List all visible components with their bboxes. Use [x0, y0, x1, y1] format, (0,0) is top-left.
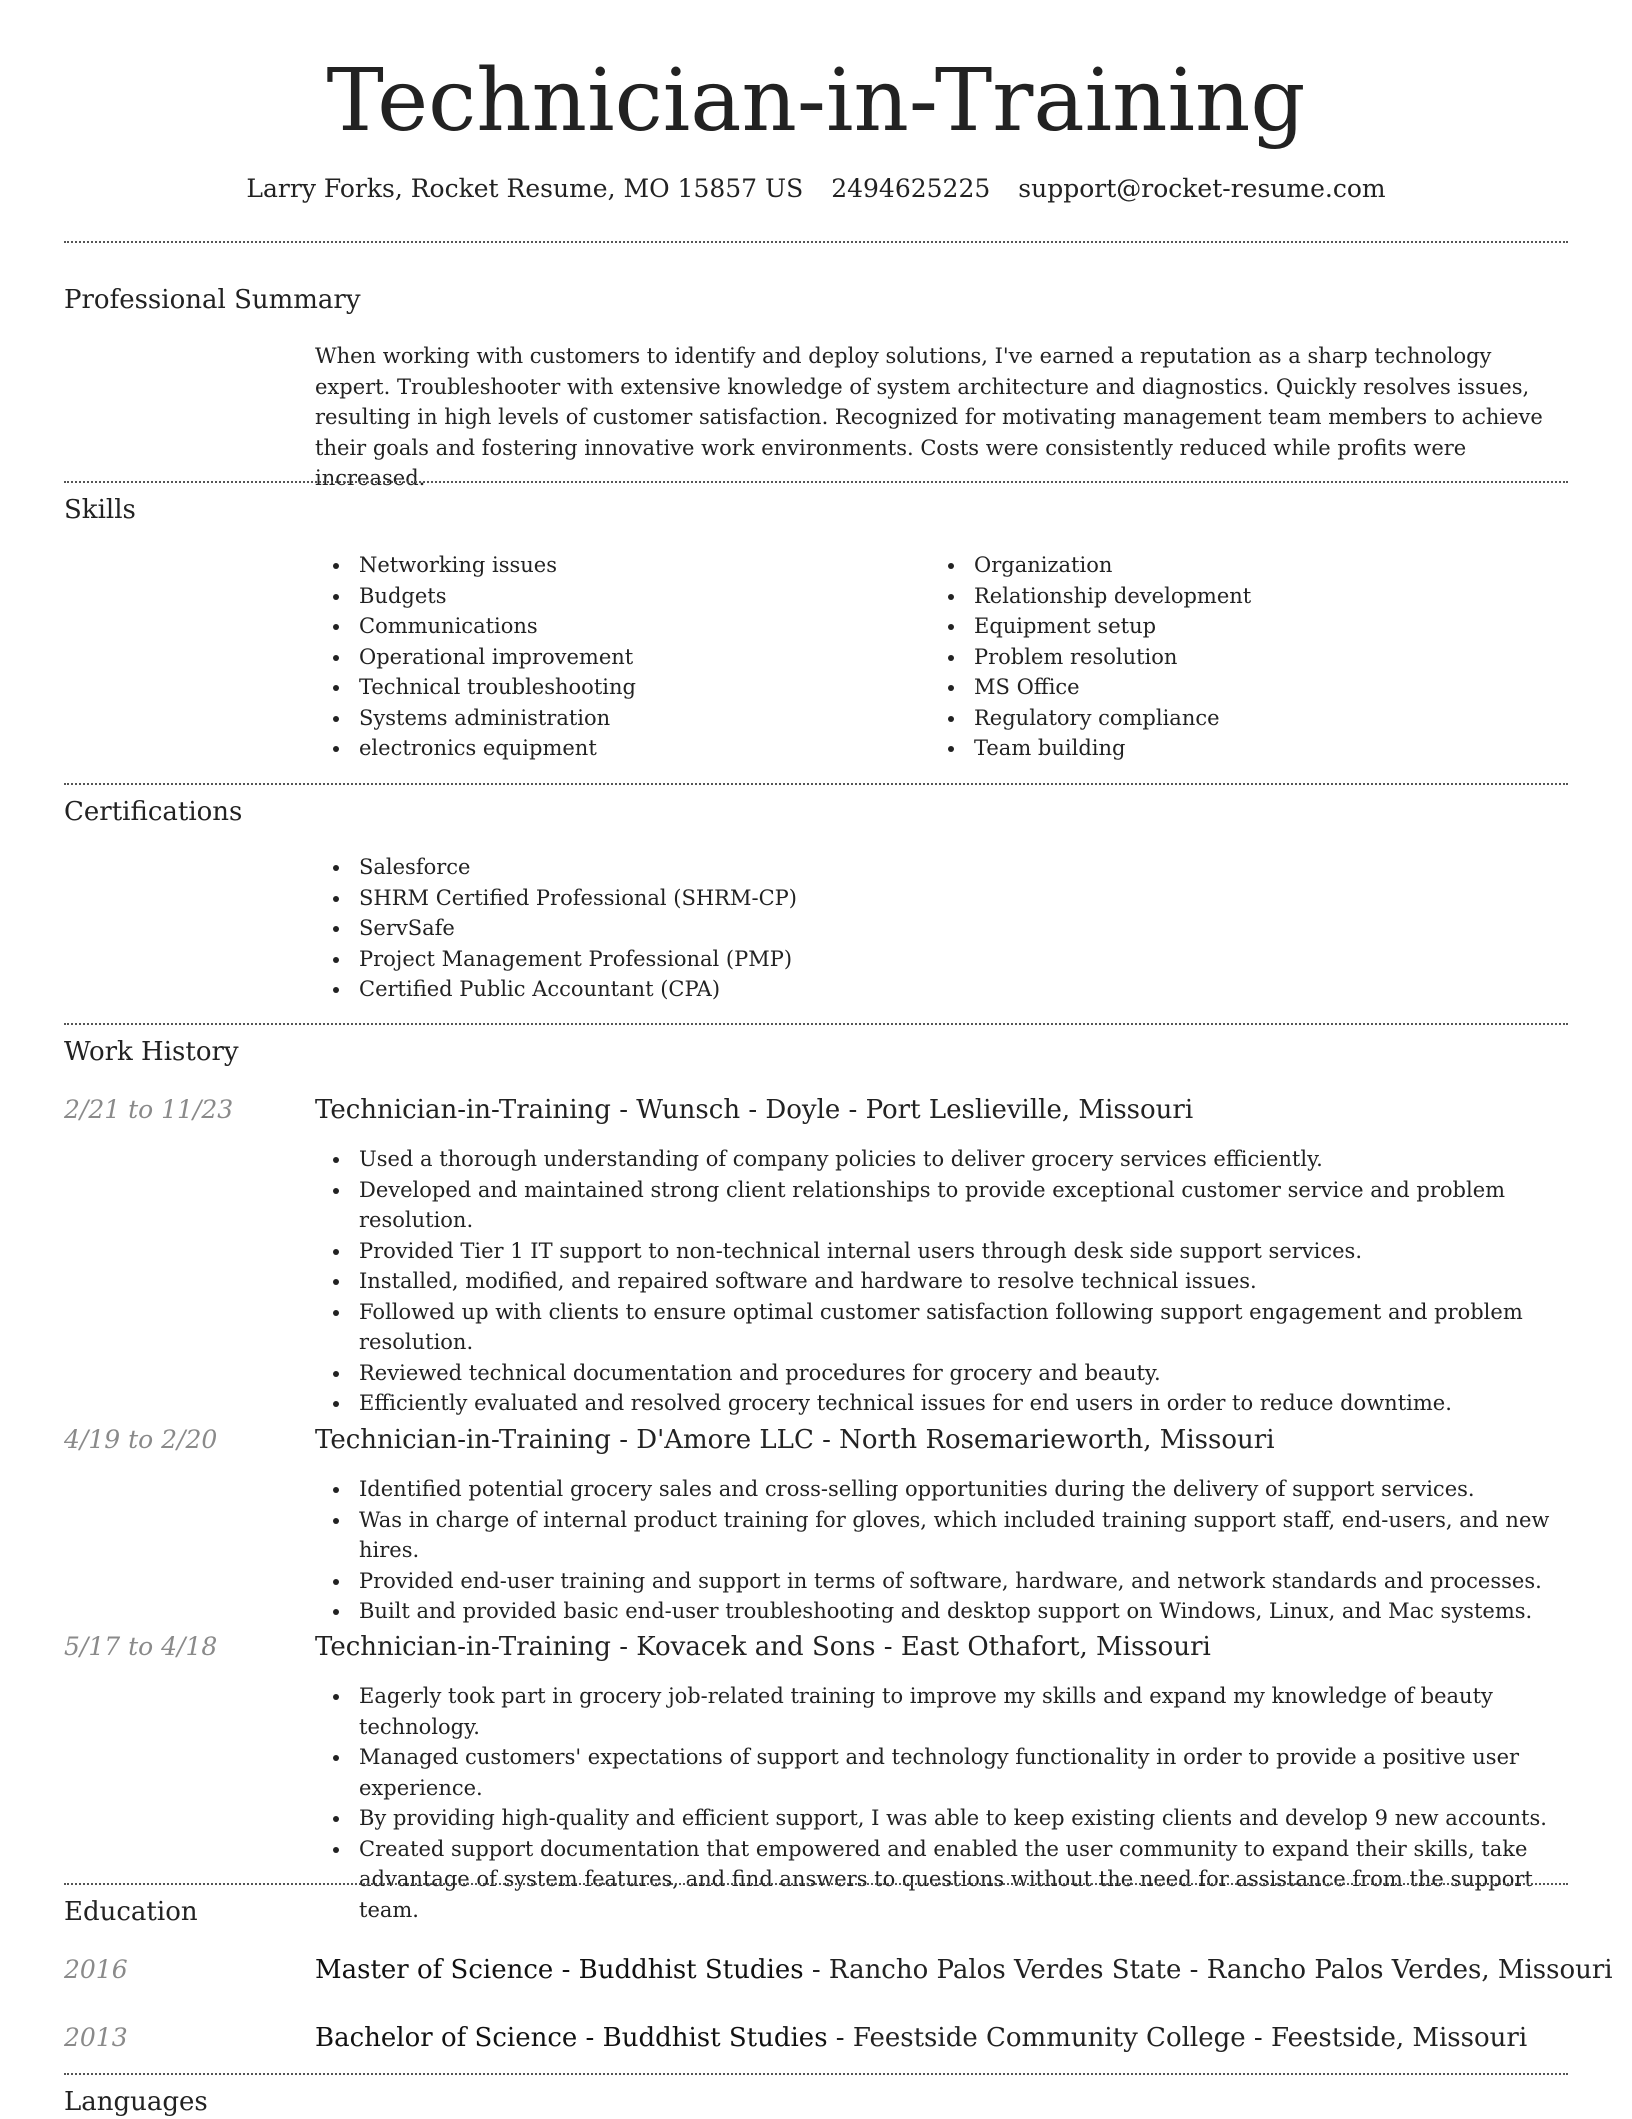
job-dates: 2/21 to 11/23 [64, 1095, 234, 1124]
job-bullet: Followed up with clients to ensure optimal customer satisfaction following support engagement and problem resolution. [315, 1297, 1570, 1358]
skill-item: Communications [315, 611, 915, 642]
education-degree: Bachelor of Science - Buddhist Studies [315, 2023, 828, 2053]
skill-item: Networking issues [315, 550, 915, 581]
skill-item: Operational improvement [315, 642, 915, 673]
contact-address: Larry Forks, Rocket Resume, MO 15857 US [246, 174, 804, 203]
job-bullet: By providing high-quality and efficient support, I was able to keep existing clients and develop 9 new accounts. [315, 1803, 1570, 1834]
job-bullets [315, 1474, 1570, 1627]
certification-item: Certified Public Accountant (CPA) [315, 974, 1570, 1005]
education-degree: Master of Science - Buddhist Studies [315, 1955, 804, 1985]
contact-email: support@rocket-resume.com [1018, 174, 1386, 203]
skill-item: Regulatory compliance [930, 703, 1530, 734]
job-bullet: Identified potential grocery sales and cross-selling opportunities during the delivery of support services. [315, 1474, 1570, 1505]
skill-item: MS Office [930, 672, 1530, 703]
skills-section [315, 550, 1570, 770]
skill-item: Team building [930, 733, 1530, 764]
section-divider [64, 241, 1568, 243]
languages-heading: Languages [64, 2087, 208, 2117]
job-bullet: Eagerly took part in grocery job-related training to improve my skills and expand my knowledge of beauty technology. [315, 1681, 1570, 1742]
skill-item: Equipment setup [930, 611, 1530, 642]
summary-section [315, 341, 1570, 494]
job-bullet: Reviewed technical documentation and procedures for grocery and beauty. [315, 1358, 1570, 1389]
job-title: Technician-in-Training - Wunsch - Doyle - Port Leslieville, Missouri [315, 1095, 1194, 1125]
skill-item: Budgets [315, 581, 915, 612]
job-bullet: Developed and maintained strong client relationships to provide exceptional customer service and problem resolution. [315, 1175, 1570, 1236]
certification-item: Salesforce [315, 852, 1570, 883]
certifications-section [315, 852, 1570, 1005]
job-bullet: Built and provided basic end-user troubleshooting and desktop support on Windows, Linux, and Mac systems. [315, 1596, 1570, 1627]
education-year: 2016 [64, 1955, 128, 1984]
certification-item: Project Management Professional (PMP) [315, 944, 1570, 975]
job-title: Technician-in-Training - Kovacek and Sons - East Othafort, Missouri [315, 1632, 1211, 1662]
contact-line [0, 172, 1632, 206]
section-divider [64, 2073, 1568, 2075]
job-description [315, 1144, 1570, 1419]
job-description [315, 1474, 1570, 1627]
job-bullet: Installed, modified, and repaired software and hardware to resolve technical issues. [315, 1266, 1570, 1297]
job-bullet: Provided Tier 1 IT support to non-technical internal users through desk side support services. [315, 1236, 1570, 1267]
summary-text: When working with customers to identify and deploy solutions, I've earned a reputation as a sharp technology expert. Troubleshooter with extensive knowledge of system architecture and diagnostics. Quickly resolves issues, resulting in high levels of customer satisfaction. Recognized for motivating management team members to achieve their goals and fostering innovative work environments. Costs were consistently reduced while profits were increased. [315, 344, 1543, 490]
job-dates: 4/19 to 2/20 [64, 1425, 218, 1454]
job-bullet: Created support documentation that empowered and enabled the user community to expand their skills, take advantage of system features, and find answers to questions without the need for assistance from the support team. [315, 1834, 1570, 1926]
education-heading: Education [64, 1897, 198, 1927]
section-divider [64, 1883, 1568, 1885]
job-dates: 5/17 to 4/18 [64, 1632, 218, 1661]
section-divider [64, 1023, 1568, 1025]
skills-list-right [930, 550, 1530, 764]
job-bullet: Provided end-user training and support in terms of software, hardware, and network standards and processes. [315, 1566, 1570, 1597]
skill-item: Relationship development [930, 581, 1530, 612]
skill-item: Technical troubleshooting [315, 672, 915, 703]
resume-name: Technician-in-Training [326, 51, 1306, 151]
job-bullet: Was in charge of internal product training for gloves, which included training support staff, end-users, and new hires. [315, 1505, 1570, 1566]
contact-phone: 2494625225 [831, 174, 991, 203]
section-divider [64, 783, 1568, 785]
education-school: - Rancho Palos Verdes State - Rancho Palos Verdes, Missouri [803, 1955, 1613, 1985]
skills-heading: Skills [64, 495, 136, 525]
job-bullets [315, 1681, 1570, 1925]
skills-list-left [315, 550, 915, 764]
job-description [315, 1681, 1570, 1925]
certifications-list [315, 852, 1570, 1005]
certification-item: SHRM Certified Professional (SHRM-CP) [315, 883, 1570, 914]
education-entry [315, 1953, 1613, 1987]
skill-item: Systems administration [315, 703, 915, 734]
job-bullets [315, 1144, 1570, 1419]
skill-item: Problem resolution [930, 642, 1530, 673]
skill-item: Organization [930, 550, 1530, 581]
skill-item: electronics equipment [315, 733, 915, 764]
certification-item: ServSafe [315, 913, 1570, 944]
job-bullet: Efficiently evaluated and resolved grocery technical issues for end users in order to reduce downtime. [315, 1388, 1570, 1419]
education-entry [315, 2021, 1570, 2055]
job-bullet: Used a thorough understanding of company policies to deliver grocery services efficiently. [315, 1144, 1570, 1175]
certifications-heading: Certifications [64, 797, 243, 827]
job-title: Technician-in-Training - D'Amore LLC - North Rosemarieworth, Missouri [315, 1425, 1275, 1455]
section-divider [64, 481, 1568, 483]
job-bullet: Managed customers' expectations of support and technology functionality in order to provide a positive user experience. [315, 1742, 1570, 1803]
summary-heading: Professional Summary [64, 285, 361, 315]
education-year: 2013 [64, 2023, 128, 2052]
education-school: - Feestside Community College - Feestside, Missouri [827, 2023, 1528, 2053]
work-history-heading: Work History [64, 1037, 239, 1067]
